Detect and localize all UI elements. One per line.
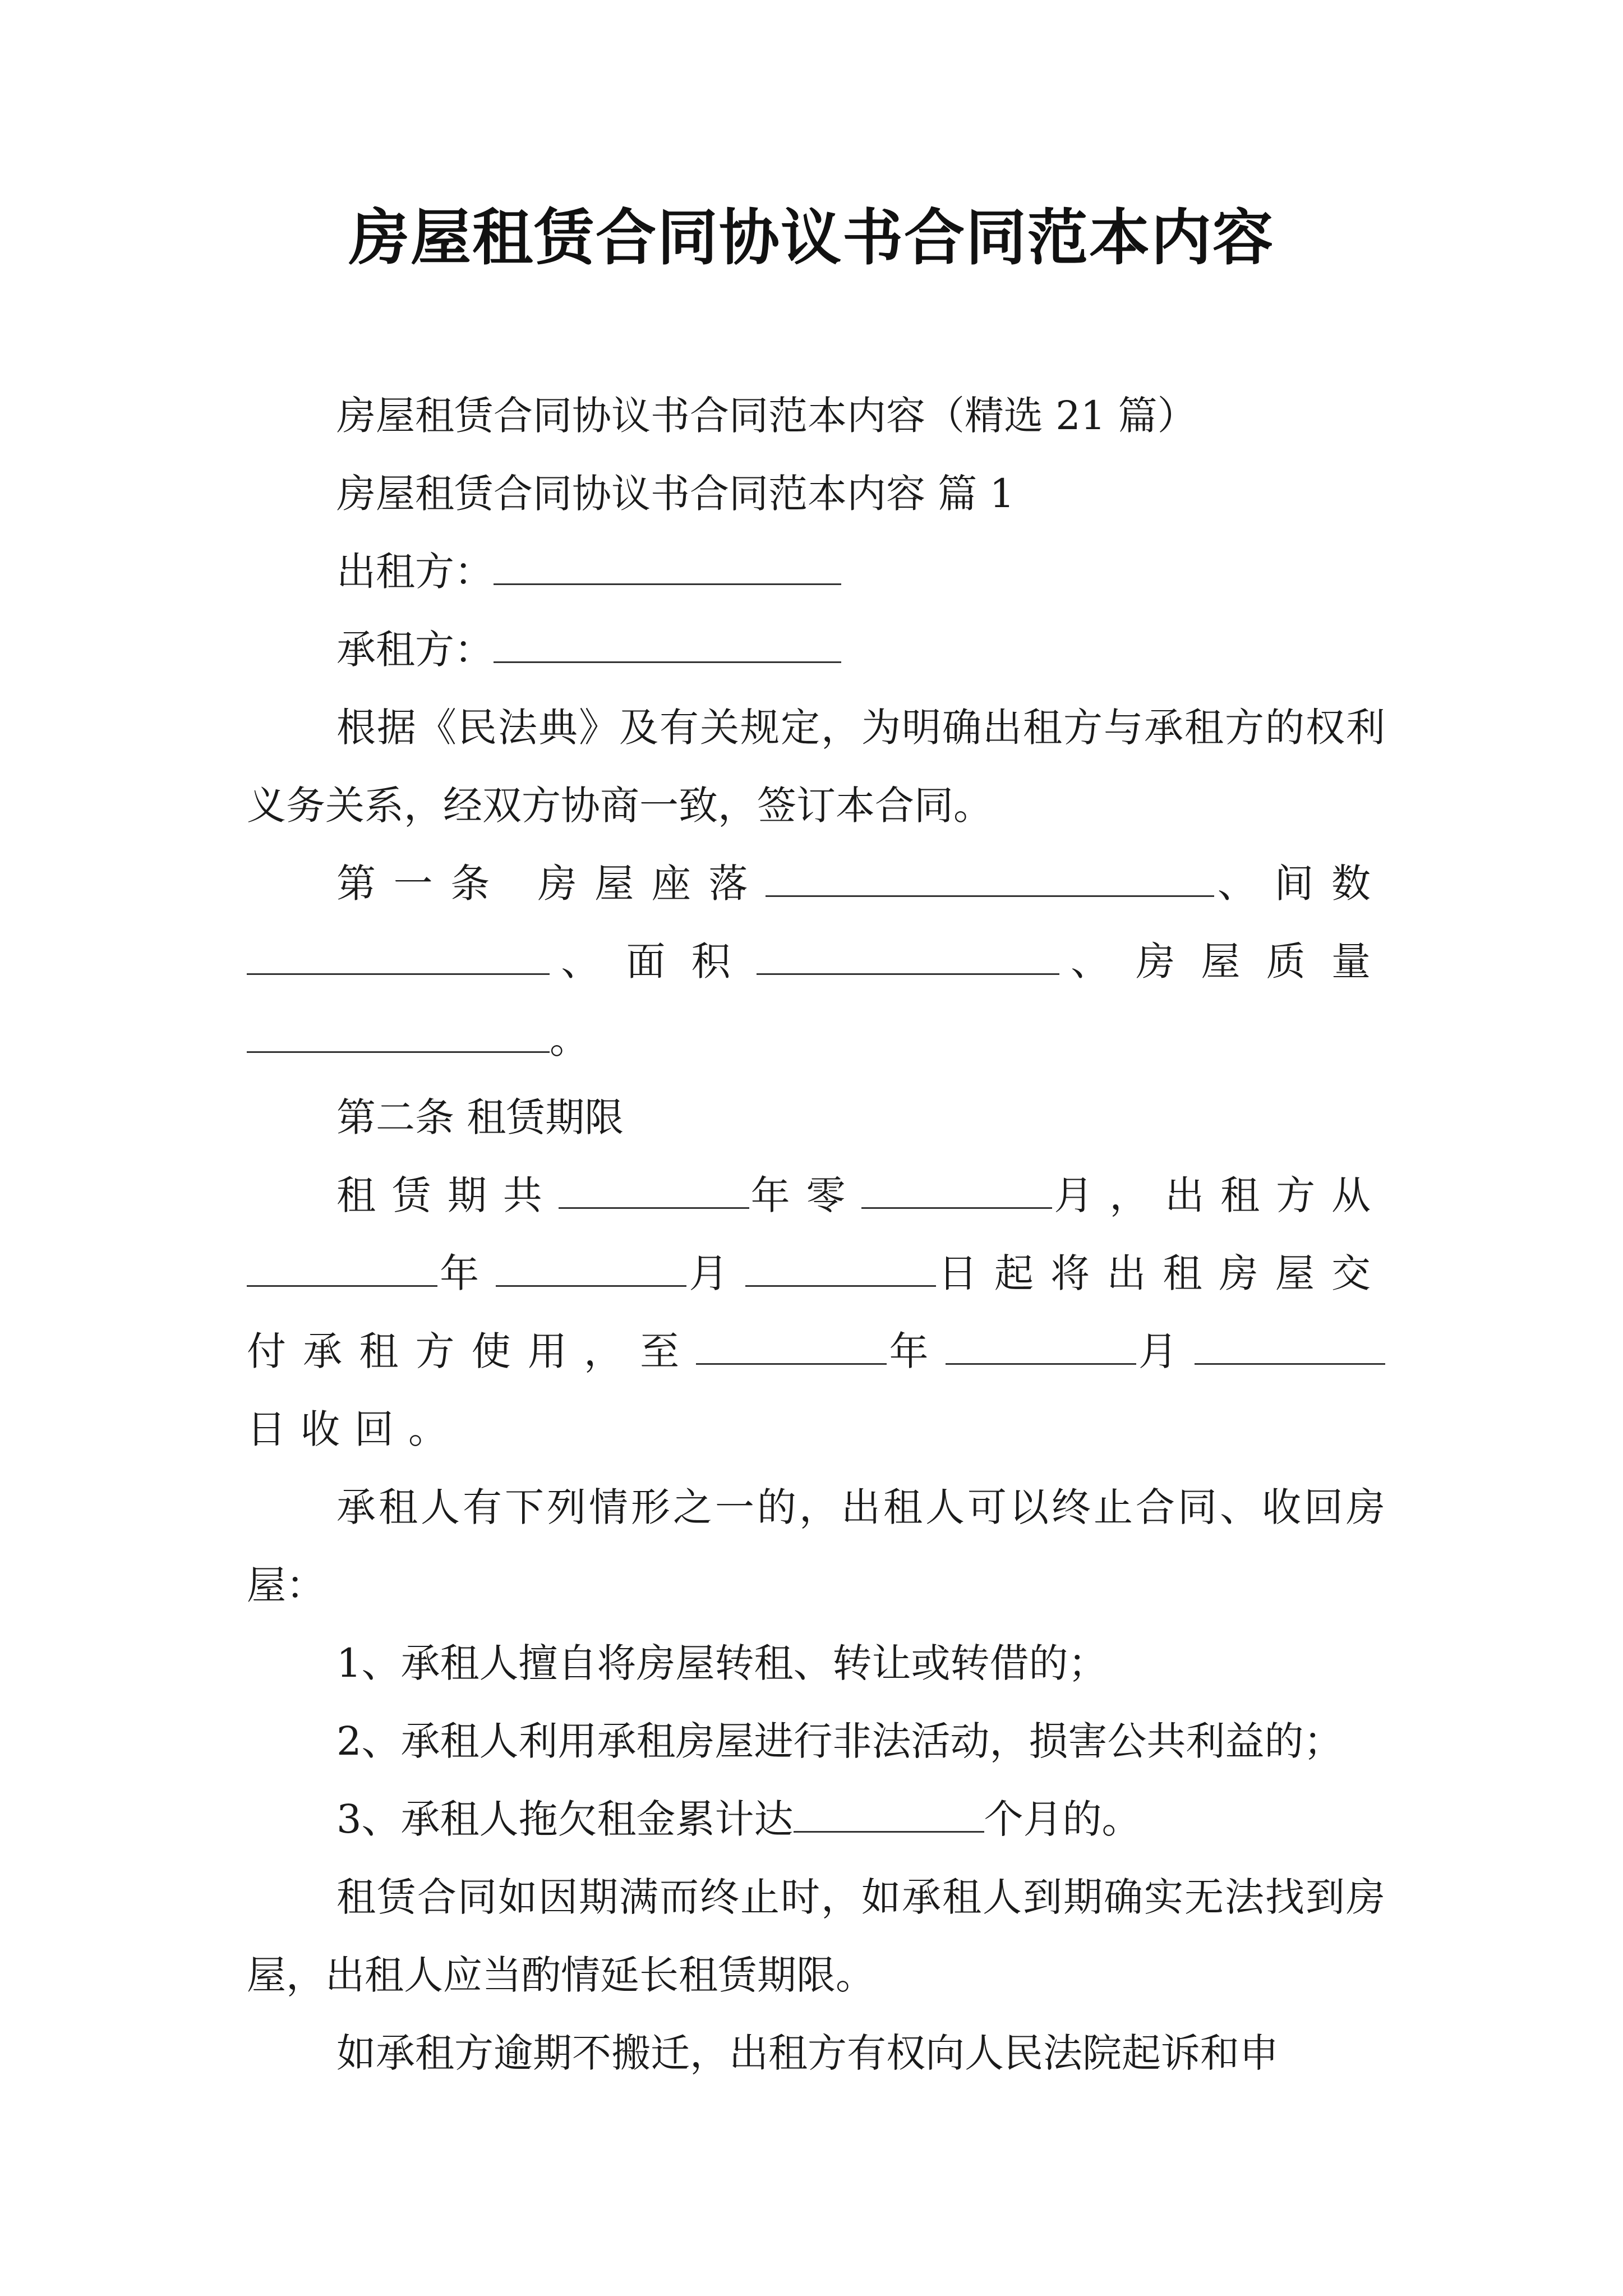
expiry-paragraph: 租赁合同如因期满而终止时，如承租人到期确实无法找到房屋，出租人应当酌情延长租赁期限。: [247, 1874, 1385, 1998]
section-heading: 房屋租赁合同协议书合同范本内容 篇 1: [336, 471, 1015, 517]
lessee-label: 承租方：: [336, 627, 494, 673]
term-text-3: 月，出租方从: [1052, 1172, 1386, 1218]
arrears-months-blank: [794, 1798, 984, 1833]
termination-item-2: 2、承租人利用承租房屋进行非法活动，损害公共利益的；: [336, 1718, 1343, 1764]
term-text-9: 日收回。: [247, 1406, 462, 1452]
end-day-blank: [1195, 1331, 1385, 1365]
article-2-heading: 第二条 租赁期限: [336, 1094, 624, 1140]
termination-intro: 承租人有下列情形之一的，出租人可以终止合同、收回房屋：: [247, 1484, 1385, 1608]
term-text-1: 租赁期共: [336, 1172, 559, 1218]
start-year-blank: [247, 1253, 437, 1287]
item-3-text: 3、承租人拖欠租金累计达: [336, 1796, 794, 1842]
term-text-5: 月: [686, 1250, 745, 1296]
termination-item-1: 1、承租人擅自将房屋转租、转让或转借的；: [336, 1640, 1108, 1686]
termination-item-3: [247, 1780, 1385, 1858]
overdue-paragraph: 如承租方逾期不搬迁，出租方有权向人民法院起诉和申: [336, 2030, 1279, 2076]
end-year-blank: [696, 1331, 887, 1365]
start-day-blank: [745, 1253, 936, 1287]
months-blank: [861, 1175, 1052, 1209]
lessor-label: 出租方：: [336, 549, 494, 595]
term-text-4: 年: [437, 1250, 496, 1296]
article-1-end: 。: [550, 1016, 603, 1062]
article-1-location-label: 第一条 房屋座落: [336, 861, 766, 907]
item-3-end: 个月的。: [984, 1796, 1141, 1842]
intro-paragraph: 根据《民法典》及有关规定，为明确出租方与承租方的权利义务关系，经双方协商一致，签订本合同。: [247, 705, 1385, 829]
article-1: [247, 845, 1385, 1079]
lessor-blank: [494, 551, 841, 585]
article-1-area-label: 、面积: [550, 938, 757, 984]
lessee-blank: [494, 629, 841, 663]
quality-blank: [247, 1019, 550, 1053]
document-body: [247, 377, 1385, 2092]
article-1-quality-label: 、房屋质量: [1059, 938, 1386, 984]
subtitle: 房屋租赁合同协议书合同范本内容（精选 21 篇）: [336, 393, 1197, 439]
term-text-6: 日起将出租房屋交付承租方使用，至: [247, 1250, 1386, 1374]
lessor-line: [247, 533, 1385, 611]
lessee-line: [247, 611, 1385, 689]
end-month-blank: [946, 1331, 1136, 1365]
lease-term-paragraph: [247, 1157, 1385, 1469]
term-text-8: 月: [1136, 1328, 1195, 1374]
article-1-rooms-label: 、间数: [1214, 861, 1385, 907]
start-month-blank: [496, 1253, 686, 1287]
years-blank: [559, 1175, 749, 1209]
location-blank: [766, 863, 1214, 897]
term-text-2: 年零: [749, 1172, 862, 1218]
term-text-7: 年: [887, 1328, 946, 1374]
document-title: 房屋租赁合同协议书合同范本内容: [348, 203, 1274, 273]
area-blank: [757, 941, 1059, 975]
rooms-blank: [247, 941, 550, 975]
